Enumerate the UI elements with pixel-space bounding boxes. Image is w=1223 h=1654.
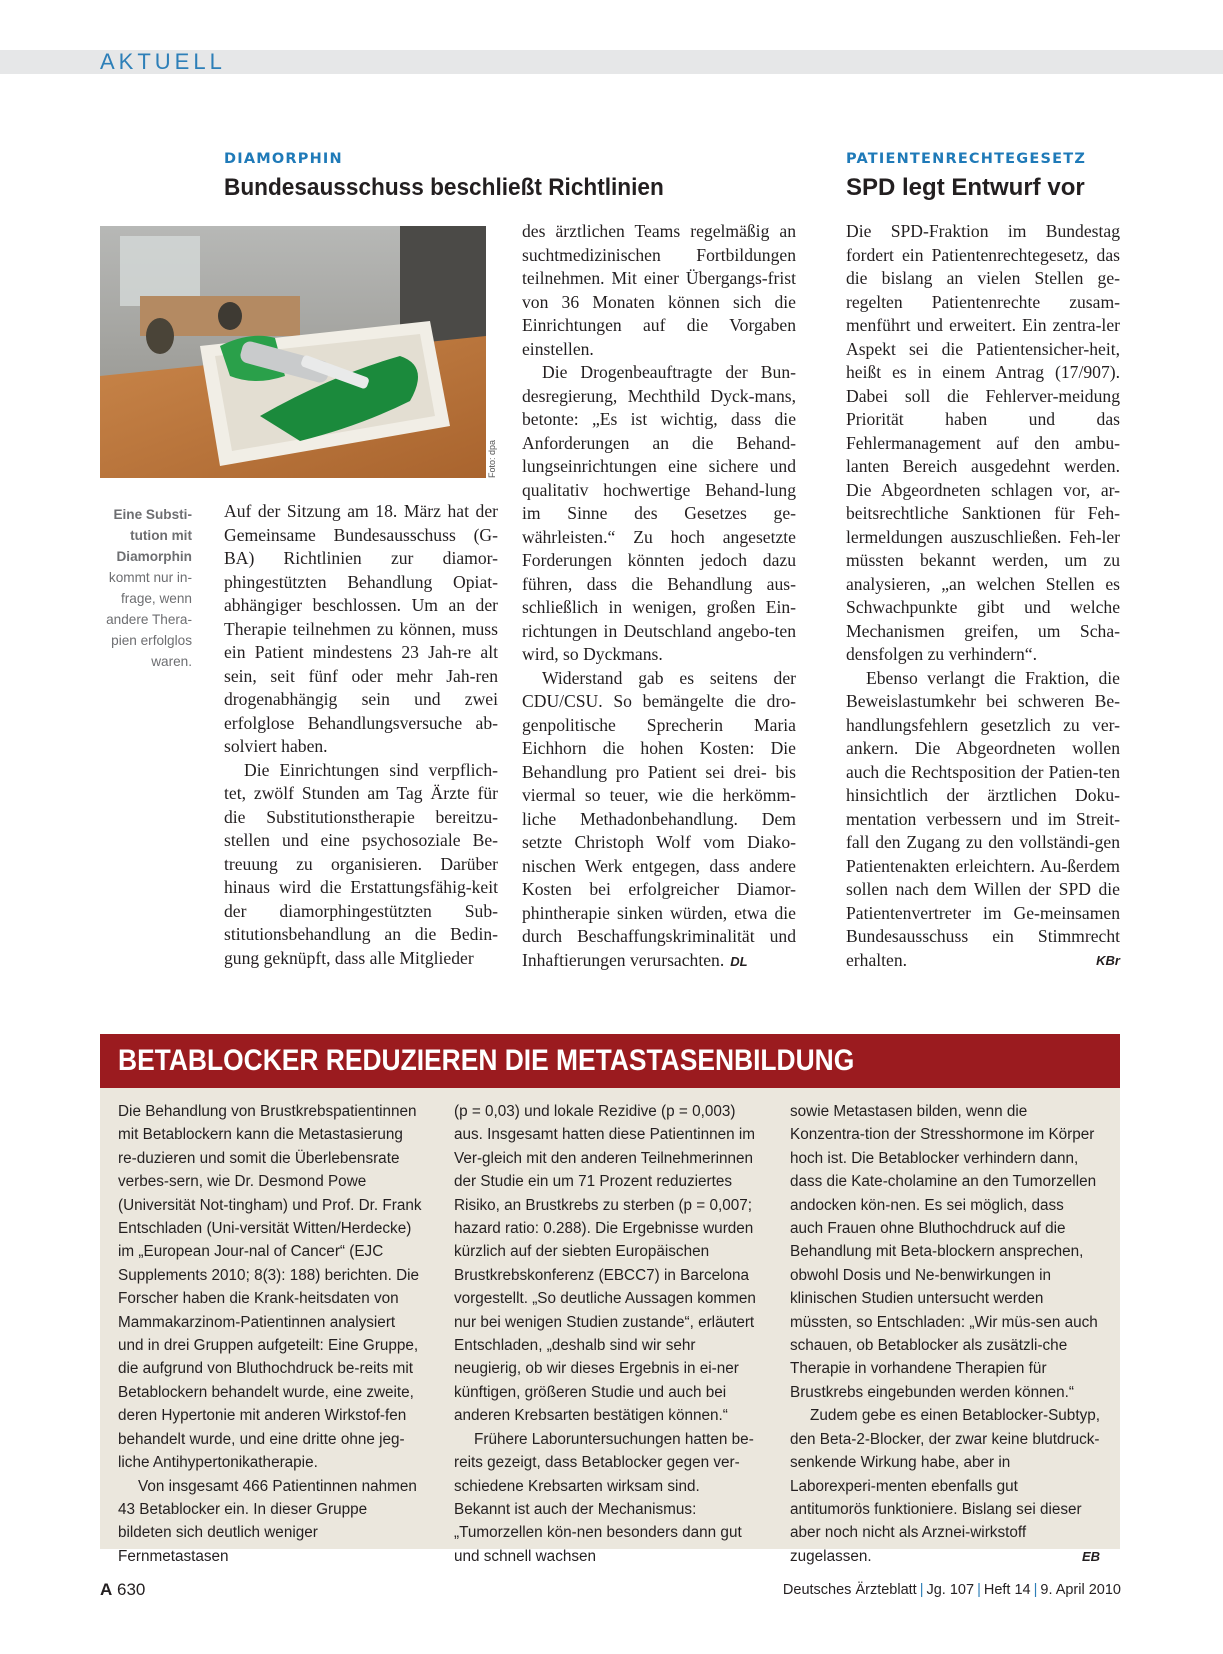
article2-column xyxy=(846,220,1120,972)
box-col2-paragraph-1: (p = 0,03) und lokale Rezidive (p = 0,003) aus. Insgesamt hatten diese Patientinnen im Ver-gleich mit den anderen Teilnehmerinnen der Studie ein um 71 Prozent reduziertes Risiko, an Brustkrebs zu sterben (p = 0,007; hazard ratio: 0.288). Die Ergebnisse wurden kürzlich auf der siebten Europäischen Brustkrebskonferenz (EBCC7) in Barcelona vorgestellt. „So deutliche Aussagen kommen nur bei wenigen Studien zustande“, erläutert Entschladen, „deshalb sind wir sehr neugierig, ob wir dieses Ergebnis in ei-ner künftigen, größeren Studie und auch bei anderen Krebsarten bestätigen können.“ xyxy=(454,1103,756,1425)
article2-paragraph-2: Ebenso verlangt die Fraktion, die Beweislastumkehr bei schweren Be-handlungsfehlern gesetzlich zu ver-ankern. Die Abgeordneten wollen auch die Rechtsposition der Patien-ten hinsichtlich der ärztlichen Doku-mentation verbessern und im Streit-fall den Zugang zu den vollständi-gen Patientenakten erleichtern. Au-ßerdem sollen nach dem Willen der SPD die Patientenvertreter im Ge-meinsamen Bundesausschuss ein Stimmrecht erhalten. KBr xyxy=(846,667,1120,973)
footer-citation: Deutsches Ärzteblatt | Jg. 107 | Heft 14 | 9. April 2010 xyxy=(782,1582,1121,1598)
box-column-3 xyxy=(790,1100,1100,1568)
article1-column-1 xyxy=(224,500,498,970)
box-signature: EB xyxy=(1081,1548,1100,1564)
article2-headline: SPD legt Entwurf vor xyxy=(846,174,1085,201)
photo-caption xyxy=(98,504,192,672)
box-col3-paragraph-2: Zudem gebe es einen Betablocker-Subtyp, den Beta-2-Blocker, der zwar keine blutdruck-senkende Wirkung habe, aber in Laborexperi-menten ebenfalls gut antitumorös funktioniere. Bislang sei dieser aber noch nicht als Arznei-wirkstoff zugelassen. EB xyxy=(790,1404,1100,1568)
box-column-1 xyxy=(118,1100,424,1568)
box-col1-paragraph-2: Von insgesamt 466 Patientinnen nahmen 43 Betablocker ein. In dieser Gruppe bildeten sich deutlich weniger Fernmetastasen xyxy=(118,1477,417,1565)
article1-col2-paragraph-1: des ärztlichen Teams regelmäßig an suchtmedizinischen Fortbildungen teilnehmen. Mit einer Übergangs-frist von 36 Monaten können sich die Einrichtungen auf die Vorgaben einstellen. xyxy=(522,221,796,359)
article1-col2-paragraph-3: Widerstand gab es seitens der CDU/CSU. So bemängelte die dro-genpolitische Sprecherin Maria Eichhorn die hohen Kosten: Die Behandlung pro Patient sei drei- bis viermal so teuer, wie die herkömm-liche Methadonbehandlung. Dem setzte Christoph Wolf vom Diako-nischen Werk entgegen, dass andere Kosten bei erfolgreicher Diamor-phintherapie sinken würden, etwa die durch Beschaffungskriminalität und Inhaftierungen verursachten. DL xyxy=(522,667,796,970)
box-title: BETABLOCKER REDUZIEREN DIE METASTASENBILDUNG xyxy=(118,1044,855,1077)
box-column-2 xyxy=(454,1100,760,1568)
box-col1-paragraph-1: Die Behandlung von Brustkrebspatientinnen mit Betablockern kann die Metastasierung re-duzieren und somit die Überlebensrate verbes-sern, wie Dr. Desmond Powe (Universität Not-tingham) und Prof. Dr. Frank Entschladen (Uni-versität Witten/Herdecke) im „European Jour-nal of Cancer“ (EJC Supplements 2010; 8(3): 188) berichten. Die Forscher haben die Krank-heitsdaten von Mammakarzinom-Patientinnen analysiert und in drei Gruppen aufgeteilt: Eine Gruppe, die aufgrund von Bluthochdruck be-reits mit Betablockern behandelt wurde, eine zweite, deren Hypertonie mit anderen Wirkstof-fen behandelt wurde, und eine dritte ohne jeg-liche Antihypertonikatherapie. xyxy=(118,1103,422,1472)
caption-text: kommt nur in-frage, wenn andere Thera-pien erfolglos waren. xyxy=(106,570,192,669)
journal-issue: Heft 14 xyxy=(983,1582,1031,1598)
article2-signature: KBr xyxy=(1096,952,1120,968)
article1-col2-paragraph-2: Die Drogenbeauftragte der Bun-desregierung, Mechthild Dyck-mans, betonte: „Es ist wichtig, dass die Anforderungen an die Behand-lungseinrichtungen eine sichere und qualitativ hochwertige Behand-lung im Sinne des Gesetzes ge-währleisten.“ Zu hoch angesetzte Forderungen könnten jedoch dazu führen, dass die Behandlung aus-schließlich in wenigen, großen Ein-richtungen in Deutschland angebo-ten wird, so Dyckmans. xyxy=(522,362,796,664)
article1-col1-paragraph-2: Die Einrichtungen sind verpflich-tet, zwölf Stunden am Tag Ärzte für die Substitutionstherapie bereitzu-stellen und eine psychosoziale Be-treuung zu organisieren. Darüber hinaus wird die Erstattungsfähig-keit der diamorphingestützten Sub-stitutionsbehandlung an die Bedin-gung geknüpft, dass alle Mitglieder xyxy=(224,759,498,968)
article1-kicker: DIAMORPHIN xyxy=(224,151,343,167)
article1-photo xyxy=(100,226,486,478)
journal-date: 9. April 2010 xyxy=(1040,1582,1121,1598)
box-col2-paragraph-2: Frühere Laboruntersuchungen hatten be-reits gezeigt, dass Betablocker gegen ver-schiedene Krebsarten wirksam sind. Bekannt ist auch der Mechanismus: „Tumorzellen kön-nen besonders dann gut und schnell wachsen xyxy=(454,1430,754,1565)
journal-volume: Jg. 107 xyxy=(926,1582,975,1598)
article1-signature: DL xyxy=(730,953,748,969)
article1-column-2 xyxy=(522,220,796,973)
photo-credit: Foto: dpa xyxy=(487,439,497,478)
article2-kicker: PATIENTENRECHTEGESETZ xyxy=(846,151,1087,167)
page-number: A 630 xyxy=(100,1580,146,1599)
box-col3-paragraph-1: sowie Metastasen bilden, wenn die Konzentra-tion der Stresshormone im Körper hoch ist. Die Betablocker verhindern dann, dass die Kate-cholamine an den Tumorzellen andocken kön-nen. Es sei möglich, dass auch Frauen ohne Bluthochdruck auf die Behandlung mit Beta-blockern ansprechen, obwohl Dosis und Ne-benwirkungen in klinischen Studien untersucht werden müssten, so Entschladen: „Wir müs-sen auch schauen, ob Betablocker als zusätzli-che Therapie in vorhandene Therapien für Brustkrebs eingebunden werden können.“ xyxy=(790,1103,1098,1401)
article2-paragraph-1: Die SPD-Fraktion im Bundestag fordert ein Patientenrechtegesetz, das die bislang an vielen Stellen ge-regelten Patientenrechte zusam-menführt und erweitert. Ein zentra-ler Aspekt sei die Patientensicher-heit, heißt es in einem Antrag (17/907). Dabei soll die Fehlerver-meidung Priorität haben und das Fehlermanagement auf den ambu-lanten Bereich ausgedehnt werden. Die Abgeordneten schlagen vor, ar-beitsrechtliche Sanktionen für Feh-lermeldungen auszuschließen. Feh-ler müssten bekannt werden, um zu analysieren, „an welchen Stellen es Schwachpunkte gibt und welche Mechanismen greifen, um Scha-densfolgen zu verhindern“. xyxy=(846,221,1120,664)
section-label: AKTUELL xyxy=(100,49,226,74)
journal-name: Deutsches Ärzteblatt xyxy=(782,1582,917,1598)
article1-headline: Bundesausschuss beschließt Richtlinien xyxy=(224,174,664,201)
caption-bold: Eine Substi-tution mit Diamorphin xyxy=(113,507,192,564)
article1-col1-paragraph-1: Auf der Sitzung am 18. März hat der Gemeinsame Bundesausschuss (G-BA) Richtlinien zur diamor-phingestützten Behandlung Opiat-abhängiger beschlossen. Um an der Therapie teilnehmen zu können, muss ein Patient mindestens 23 Jah-re alt sein, seit fünf oder mehr Jah-ren drogenabhängig sein und zwei erfolglose Behandlungsversuche ab-solviert haben. xyxy=(224,501,498,756)
